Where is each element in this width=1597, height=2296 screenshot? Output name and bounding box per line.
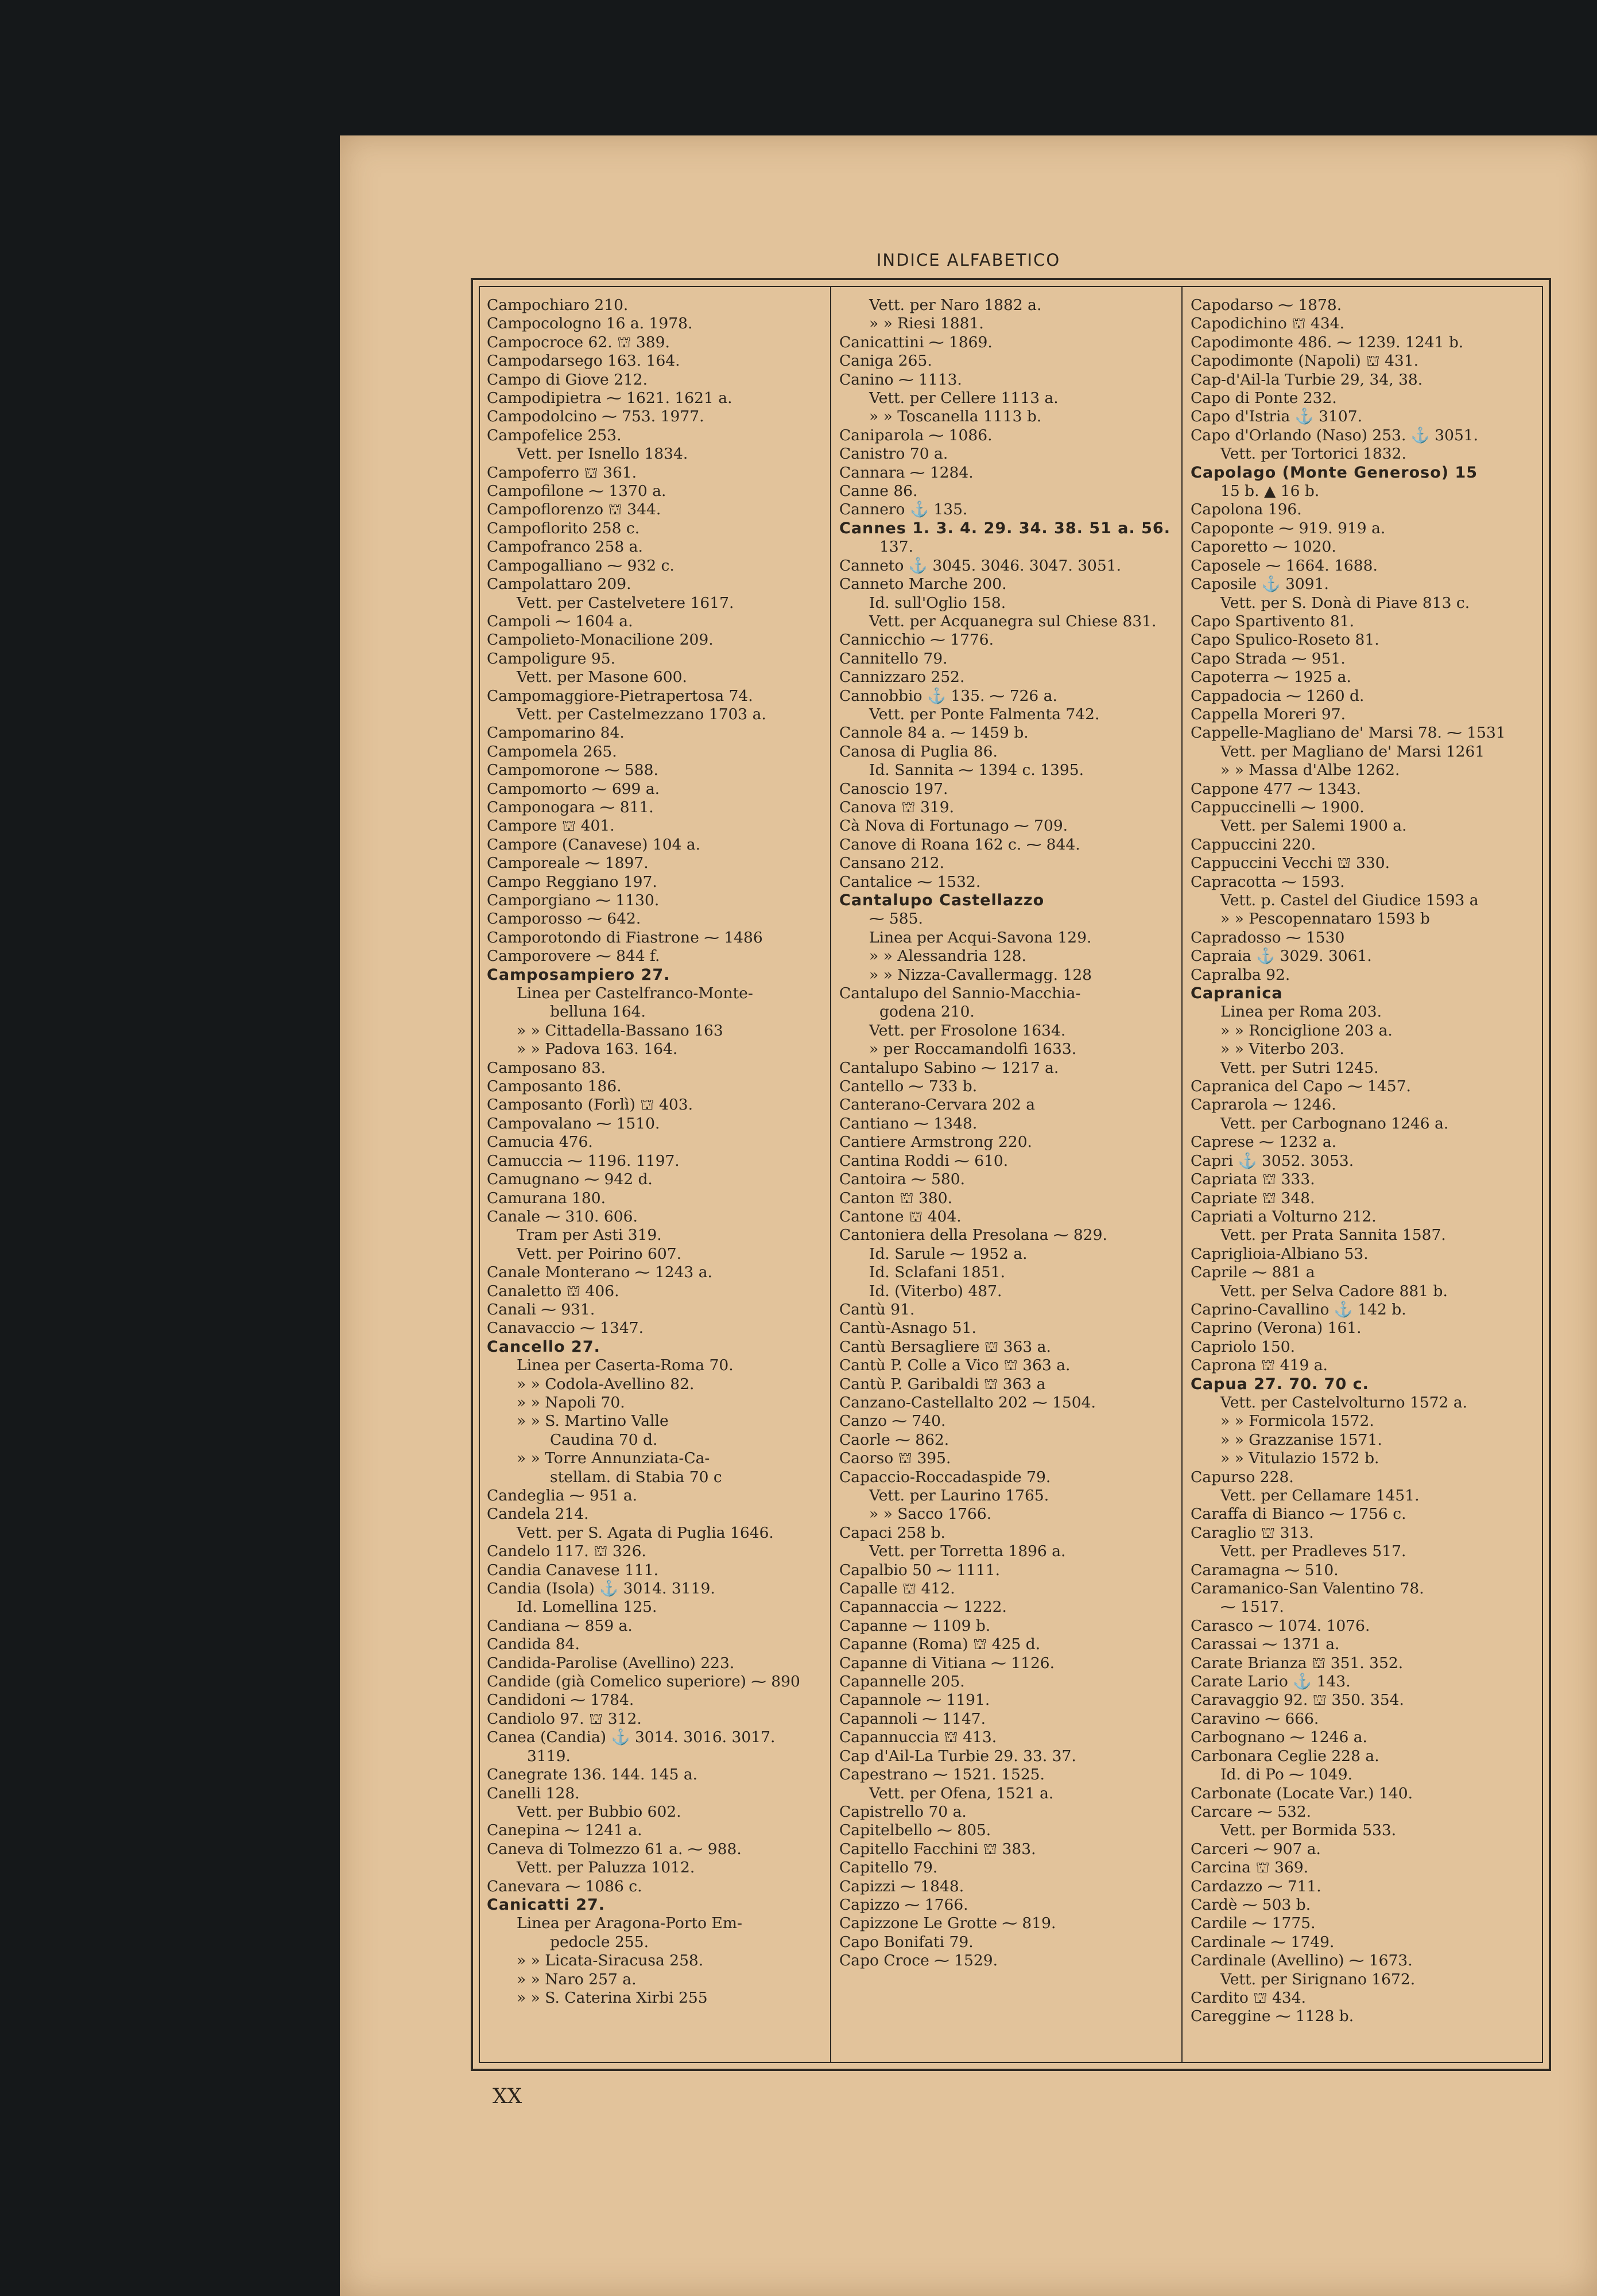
index-entry: » » Toscanella 1113 b. [869, 408, 1042, 426]
index-entry: Capolona 196. [1191, 501, 1302, 519]
index-entry: Canelli 128. [487, 1784, 580, 1802]
index-entry: Vett. per Paluzza 1012. [517, 1859, 695, 1877]
index-entry: Canneto ⚓ 3045. 3046. 3047. 3051. [839, 556, 1122, 575]
index-entry: » » Alessandria 128. [869, 947, 1026, 965]
index-entry: Candidoni ⁓ 1784. [487, 1691, 634, 1709]
index-entry: Cantoira ⁓ 580. [839, 1170, 966, 1189]
index-entry: Vett. per Torretta 1896 a. [869, 1542, 1066, 1561]
index-entry: Cannole 84 a. ⁓ 1459 b. [839, 724, 1029, 742]
index-entry: Cappone 477 ⁓ 1343. [1191, 779, 1361, 798]
index-entry: Linea per Aragona-Porto Em- [517, 1914, 742, 1933]
index-entry: Capodimonte (Napoli) ⛫ 431. [1191, 352, 1419, 370]
index-entry: Capo Strada ⁓ 951. [1191, 649, 1346, 668]
running-head: INDICE ALFABETICO [876, 250, 1061, 270]
index-entry: ⁓ 1517. [1220, 1598, 1284, 1616]
index-entry: Capannoli ⁓ 1147. [839, 1709, 986, 1728]
index-entry: Vett. per Cellere 1113 a. [869, 389, 1059, 408]
index-column-3 [1181, 286, 1536, 2063]
index-entry: Tram per Asti 319. [517, 1226, 662, 1244]
index-entry: Canale ⁓ 310. 606. [487, 1207, 638, 1225]
index-entry: Campore ⛫ 401. [487, 817, 615, 835]
index-entry: Camporeale ⁓ 1897. [487, 854, 649, 872]
index-entry: Candela 214. [487, 1505, 589, 1523]
index-entry: Candia (Isola) ⚓ 3014. 3119. [487, 1580, 715, 1598]
index-columns [479, 286, 1543, 2063]
index-entry: Candia Canavese 111. [487, 1561, 659, 1579]
index-entry: Canepina ⁓ 1241 a. [487, 1821, 642, 1840]
index-entry: Vett. per Tortorici 1832. [1220, 445, 1406, 463]
index-entry: Cappella Moreri 97. [1191, 705, 1346, 723]
index-entry: » » Torre Annunziata-Ca- [517, 1449, 710, 1468]
index-entry: Capraia ⚓ 3029. 3061. [1191, 947, 1372, 965]
index-entry: Camucia 476. [487, 1133, 593, 1151]
index-entry: Caniparola ⁓ 1086. [839, 426, 993, 444]
index-entry: Capanne di Vitiana ⁓ 1126. [839, 1654, 1055, 1672]
index-entry: Cantù-Asnago 51. [839, 1319, 976, 1337]
index-entry: Capistrello 70 a. [839, 1802, 967, 1821]
index-entry: Cap-d'Ail-la Turbie 29, 34, 38. [1191, 370, 1423, 389]
index-entry: Campodolcino ⁓ 753. 1977. [487, 408, 704, 426]
index-entry: Capalle ⛫ 412. [839, 1580, 955, 1598]
index-entry: pedocle 255. [550, 1933, 649, 1951]
index-entry: Cà Nova di Fortunago ⁓ 709. [839, 817, 1068, 835]
index-entry: Vett. per Bubbio 602. [517, 1802, 681, 1821]
index-entry: Vett. per Pradleves 517. [1220, 1542, 1406, 1561]
index-entry: » » Vitulazio 1572 b. [1220, 1449, 1379, 1468]
index-entry: Camposanto 186. [487, 1077, 622, 1096]
index-entry: Capodarso ⁓ 1878. [1191, 296, 1342, 314]
index-entry: Cantù Bersagliere ⛫ 363 a. [839, 1337, 1051, 1356]
index-entry: Vett. per Poirino 607. [517, 1244, 682, 1263]
index-entry: Caprona ⛫ 419 a. [1191, 1356, 1328, 1375]
index-entry: Caraglio ⛫ 313. [1191, 1523, 1314, 1542]
index-entry: Canicattini ⁓ 1869. [839, 333, 993, 351]
index-entry: Capizzi ⁓ 1848. [839, 1877, 964, 1895]
index-entry: Vett. per Castelvolturno 1572 a. [1220, 1393, 1468, 1411]
index-entry: Caprino-Cavallino ⚓ 142 b. [1191, 1300, 1406, 1318]
index-entry: Capizzo ⁓ 1766. [839, 1895, 968, 1914]
index-entry: Cantiano ⁓ 1348. [839, 1114, 978, 1133]
index-entry: Caraffa di Bianco ⁓ 1756 c. [1191, 1505, 1406, 1523]
index-entry: Vett. per Ponte Falmenta 742. [869, 705, 1100, 723]
index-entry: Vett. per Cellamare 1451. [1220, 1487, 1420, 1504]
index-entry: Caravino ⁓ 666. [1191, 1709, 1319, 1728]
index-entry: Capannelle 205. [839, 1673, 965, 1691]
index-entry: » » Sacco 1766. [869, 1505, 992, 1523]
index-entry: Id. di Po ⁓ 1049. [1220, 1766, 1353, 1784]
index-entry: Canistro 70 a. [839, 445, 948, 463]
index-entry: Cantù P. Garibaldi ⛫ 363 a [839, 1375, 1046, 1393]
index-entry: Cantù 91. [839, 1300, 915, 1318]
index-entry: Campochiaro 210. [487, 296, 629, 314]
index-entry: Canove di Roana 162 c. ⁓ 844. [839, 835, 1080, 854]
index-entry: Campolattaro 209. [487, 575, 631, 594]
index-entry: Caprarola ⁓ 1246. [1191, 1096, 1336, 1114]
index-entry: Carbonate (Locate Var.) 140. [1191, 1784, 1413, 1802]
index-entry: » » Cittadella-Bassano 163 [517, 1021, 723, 1040]
index-entry: Caposele ⁓ 1664. 1688. [1191, 556, 1378, 575]
index-entry: Cardè ⁓ 503 b. [1191, 1895, 1311, 1914]
index-entry: Campofelice 253. [487, 426, 622, 444]
index-entry: Candiana ⁓ 859 a. [487, 1616, 633, 1635]
index-entry: Carbognano ⁓ 1246 a. [1191, 1728, 1367, 1747]
index-entry: Caramanico-San Valentino 78. [1191, 1580, 1424, 1598]
index-entry: Caporetto ⁓ 1020. [1191, 538, 1336, 556]
index-entry: Linea per Roma 203. [1220, 1003, 1382, 1021]
index-entry: Camposano 83. [487, 1058, 606, 1077]
index-entry: Carassai ⁓ 1371 a. [1191, 1635, 1340, 1654]
index-entry: Vett. per Selva Cadore 881 b. [1220, 1282, 1448, 1300]
index-entry: Cannitello 79. [839, 649, 948, 668]
index-entry: Cantina Roddi ⁓ 610. [839, 1151, 1009, 1170]
index-entry: Camporosso ⁓ 642. [487, 910, 641, 928]
index-entry: Capitello Facchini ⛫ 383. [839, 1840, 1036, 1858]
index-entry: Caorso ⛫ 395. [839, 1449, 951, 1468]
index-entry: Candelo 117. ⛫ 326. [487, 1542, 646, 1561]
index-entry: » » S. Martino Valle [517, 1412, 669, 1430]
index-entry: Campomarino 84. [487, 724, 625, 742]
index-entry: Cappuccinelli ⁓ 1900. [1191, 798, 1365, 816]
index-entry: Careggine ⁓ 1128 b. [1191, 2007, 1354, 2026]
index-entry: Capoponte ⁓ 919. 919 a. [1191, 519, 1386, 537]
index-entry: Campoflorito 258 c. [487, 519, 640, 537]
index-entry: Capodimonte 486. ⁓ 1239. 1241 b. [1191, 333, 1464, 351]
index-entry: Linea per Caserta-Roma 70. [517, 1356, 734, 1375]
index-entry: Caudina 70 d. [550, 1430, 658, 1449]
index-entry: Campodarsego 163. 164. [487, 352, 680, 370]
index-entry: » » Licata-Siracusa 258. [517, 1952, 704, 1970]
index-entry: Canzo ⁓ 740. [839, 1412, 946, 1430]
index-entry: Vett. per Naro 1882 a. [869, 296, 1042, 314]
index-entry: Cardinale (Avellino) ⁓ 1673. [1191, 1952, 1413, 1970]
index-entry: Cappadocia ⁓ 1260 d. [1191, 687, 1365, 705]
index-entry: Capizzone Le Grotte ⁓ 819. [839, 1914, 1056, 1933]
index-entry: Caniga 265. [839, 352, 932, 370]
index-entry: Cannero ⚓ 135. [839, 501, 968, 519]
index-entry: Campomorto ⁓ 699 a. [487, 779, 660, 798]
index-entry: Campofilone ⁓ 1370 a. [487, 482, 666, 501]
index-entry: Caprino (Verona) 161. [1191, 1319, 1362, 1337]
index-entry: Canali ⁓ 931. [487, 1300, 595, 1318]
index-entry: Canicatti 27. [487, 1895, 606, 1914]
index-entry: Candida 84. [487, 1635, 580, 1654]
index-entry: Caneva di Tolmezzo 61 a. ⁓ 988. [487, 1840, 742, 1858]
index-entry: Capolago (Monte Generoso) 15 [1191, 463, 1478, 482]
index-entry: Cannes 1. 3. 4. 29. 34. 38. 51 a. 56. [839, 519, 1170, 537]
index-entry: Capralba 92. [1191, 965, 1290, 984]
index-entry: » per Roccamandolfi 1633. [869, 1040, 1077, 1058]
index-entry: Id. (Viterbo) 487. [869, 1282, 1002, 1300]
index-entry: Candide (già Comelico superiore) ⁓ 890 [487, 1673, 800, 1691]
index-entry: » » Grazzanise 1571. [1220, 1430, 1382, 1449]
index-entry: Caravaggio 92. ⛫ 350. 354. [1191, 1691, 1404, 1709]
index-entry: » » S. Caterina Xirbi 255 [517, 1988, 708, 2007]
index-entry: » » Massa d'Albe 1262. [1220, 761, 1400, 779]
index-entry: Canino ⁓ 1113. [839, 370, 962, 389]
index-entry: » » Nizza-Cavallermagg. 128 [869, 965, 1092, 984]
index-entry: Cantalupo Castellazzo [839, 891, 1045, 909]
index-entry: Campogalliano ⁓ 932 c. [487, 556, 675, 575]
index-entry: Capestrano ⁓ 1521. 1525. [839, 1766, 1045, 1784]
index-entry: Capri ⚓ 3052. 3053. [1191, 1151, 1354, 1170]
index-entry: Carbonara Ceglie 228 a. [1191, 1747, 1379, 1765]
index-entry: Canzano-Castellalto 202 ⁓ 1504. [839, 1393, 1096, 1411]
index-entry: Canale Monterano ⁓ 1243 a. [487, 1263, 712, 1282]
index-entry: Vett. per Isnello 1834. [517, 445, 688, 463]
index-entry: Cansano 212. [839, 854, 944, 872]
index-entry: Campodipietra ⁓ 1621. 1621 a. [487, 389, 732, 408]
index-entry: Camporgiano ⁓ 1130. [487, 891, 660, 909]
index-entry: Capannaccia ⁓ 1222. [839, 1598, 1007, 1616]
index-entry: Capranica del Capo ⁓ 1457. [1191, 1077, 1411, 1096]
index-entry: Vett. per Laurino 1765. [869, 1487, 1049, 1504]
index-entry: Capo d'Orlando (Naso) 253. ⚓ 3051. [1191, 426, 1479, 444]
index-entry: Vett. per Frosolone 1634. [869, 1021, 1066, 1040]
index-entry: Cardazzo ⁓ 711. [1191, 1877, 1321, 1895]
index-entry: Canea (Candia) ⚓ 3014. 3016. 3017. [487, 1728, 776, 1747]
index-entry: belluna 164. [550, 1003, 646, 1021]
index-entry: Capurso 228. [1191, 1468, 1294, 1486]
index-entry: Canaletto ⛫ 406. [487, 1282, 619, 1300]
index-entry: Cantoniera della Presolana ⁓ 829. [839, 1226, 1107, 1244]
index-column-1 [479, 286, 830, 2063]
index-entry: Vett. per Salemi 1900 a. [1220, 817, 1407, 835]
page-folio: XX [493, 2085, 522, 2108]
index-entry: Camurana 180. [487, 1189, 606, 1207]
index-entry: Cappuccini 220. [1191, 835, 1316, 854]
index-entry: Capriati a Volturno 212. [1191, 1207, 1377, 1225]
index-entry: Cappuccini Vecchi ⛫ 330. [1191, 854, 1390, 872]
index-entry: Carasco ⁓ 1074. 1076. [1191, 1616, 1370, 1635]
index-entry: » » Naro 257 a. [517, 1970, 637, 1988]
index-entry: Id. Lomellina 125. [517, 1598, 657, 1616]
index-entry: Canneto Marche 200. [839, 575, 1007, 594]
index-entry: Cantalice ⁓ 1532. [839, 872, 981, 891]
index-entry: » » Riesi 1881. [869, 315, 984, 333]
index-entry: Caprile ⁓ 881 a [1191, 1263, 1315, 1282]
index-entry: Camporotondo di Fiastrone ⁓ 1486 [487, 928, 763, 947]
index-entry: Capranica [1191, 984, 1283, 1003]
index-entry: Carate Lario ⚓ 143. [1191, 1673, 1351, 1691]
index-entry: ⁓ 585. [869, 910, 923, 928]
index-entry: » » Padova 163. 164. [517, 1040, 678, 1058]
index-entry: Campomaggiore-Pietrapertosa 74. [487, 687, 753, 705]
index-entry: Carceri ⁓ 907 a. [1191, 1840, 1321, 1858]
index-entry: Capriglioia-Albiano 53. [1191, 1244, 1369, 1263]
index-entry: Vett. per Masone 600. [517, 668, 687, 687]
index-entry: Capodichino ⛫ 434. [1191, 315, 1345, 333]
index-entry: Camponogara ⁓ 811. [487, 798, 654, 816]
index-entry: Capriate ⛫ 348. [1191, 1189, 1315, 1207]
index-entry: Campomela 265. [487, 742, 617, 761]
index-entry: Cap d'Ail-La Turbie 29. 33. 37. [839, 1747, 1076, 1765]
index-entry: Cancello 27. [487, 1337, 600, 1356]
index-entry: Camugnano ⁓ 942 d. [487, 1170, 653, 1189]
index-entry: Campocroce 62. ⛫ 389. [487, 333, 670, 351]
index-entry: Id. sull'Oglio 158. [869, 594, 1006, 612]
index-entry: Vett. p. Castel del Giudice 1593 a [1220, 891, 1479, 909]
index-entry: Campoflorenzo ⛫ 344. [487, 501, 661, 519]
index-entry: Vett. per Castelvetere 1617. [517, 594, 734, 612]
index-entry: Capo Spartivento 81. [1191, 612, 1355, 630]
index-entry: Capriolo 150. [1191, 1337, 1295, 1356]
index-entry: Cappelle-Magliano de' Marsi 78. ⁓ 1531 [1191, 724, 1506, 742]
index-entry: Cardito ⛫ 434. [1191, 1988, 1306, 2007]
index-entry: Capo Croce ⁓ 1529. [839, 1952, 998, 1970]
index-entry: » » Napoli 70. [517, 1393, 625, 1411]
index-entry: Campoferro ⛫ 361. [487, 463, 637, 482]
index-entry: Caramagna ⁓ 510. [1191, 1561, 1339, 1579]
index-entry: Vett. per Sirignano 1672. [1220, 1970, 1416, 1988]
index-entry: Capoterra ⁓ 1925 a. [1191, 668, 1351, 687]
index-entry: 137. [879, 538, 914, 556]
index-entry: Cantiere Armstrong 220. [839, 1133, 1032, 1151]
index-entry: Vett. per Sutri 1245. [1220, 1058, 1379, 1077]
index-entry: Linea per Castelfranco-Monte- [517, 984, 753, 1003]
index-entry: Campovalano ⁓ 1510. [487, 1114, 660, 1133]
index-entry: Capanne ⁓ 1109 b. [839, 1616, 991, 1635]
index-entry: Id. Sarule ⁓ 1952 a. [869, 1244, 1028, 1263]
index-entry: 15 b. ▲ 16 b. [1220, 482, 1320, 501]
index-entry: » » Codola-Avellino 82. [517, 1375, 695, 1393]
index-entry: Caprese ⁓ 1232 a. [1191, 1133, 1337, 1151]
index-entry: Camuccia ⁓ 1196. 1197. [487, 1151, 680, 1170]
index-entry: Cantalupo del Sannio-Macchia- [839, 984, 1081, 1003]
index-entry: Capo d'Istria ⚓ 3107. [1191, 408, 1363, 426]
index-entry: Campo Reggiano 197. [487, 872, 657, 891]
index-entry: Cardinale ⁓ 1749. [1191, 1933, 1335, 1951]
index-entry: Canoscio 197. [839, 779, 948, 798]
index-entry: Campomorone ⁓ 588. [487, 761, 658, 779]
index-entry: » » Formicola 1572. [1220, 1412, 1374, 1430]
index-entry: Capo Spulico-Roseto 81. [1191, 631, 1379, 649]
index-entry: Vett. per Castelmezzano 1703 a. [517, 705, 766, 723]
index-entry: Campoligure 95. [487, 649, 616, 668]
index-entry: Canne 86. [839, 482, 918, 501]
index-entry: Candida-Parolise (Avellino) 223. [487, 1654, 735, 1672]
index-entry: Carate Brianza ⛫ 351. 352. [1191, 1654, 1404, 1672]
index-entry: Camposanto (Forlì) ⛫ 403. [487, 1096, 693, 1114]
index-entry: Vett. per Prata Sannita 1587. [1220, 1226, 1446, 1244]
index-entry: Capitello 79. [839, 1859, 938, 1877]
index-entry: Id. Sannita ⁓ 1394 c. 1395. [869, 761, 1084, 779]
index-entry: Campocolognо 16 a. 1978. [487, 315, 693, 333]
index-entry: Capaci 258 b. [839, 1523, 945, 1542]
index-entry: Campofranco 258 a. [487, 538, 643, 556]
index-entry: Capannuccia ⛫ 413. [839, 1728, 997, 1747]
index-entry: Cannara ⁓ 1284. [839, 463, 974, 482]
index-entry: Caorle ⁓ 862. [839, 1430, 949, 1449]
index-entry: godena 210. [879, 1003, 975, 1021]
index-entry: Campore (Canavese) 104 a. [487, 835, 701, 854]
index-entry: Canterano-Cervara 202 a [839, 1096, 1036, 1114]
index-entry: Campoli ⁓ 1604 a. [487, 612, 633, 630]
index-entry: Cantello ⁓ 733 b. [839, 1077, 978, 1096]
index-entry: Capradosso ⁓ 1530 [1191, 928, 1345, 947]
index-entry: Vett. per Acquanegra sul Chiese 831. [869, 612, 1157, 630]
index-entry: Vett. per Bormida 533. [1220, 1821, 1397, 1840]
index-entry: Canton ⛫ 380. [839, 1189, 953, 1207]
index-entry: Carcare ⁓ 532. [1191, 1802, 1312, 1821]
index-entry: Id. Sclafani 1851. [869, 1263, 1005, 1282]
index-entry: Capua 27. 70. 70 c. [1191, 1375, 1369, 1393]
index-entry: Capaccio-Roccadaspide 79. [839, 1468, 1051, 1486]
index-entry: Capriata ⛫ 333. [1191, 1170, 1315, 1189]
index-entry: Campo di Giove 212. [487, 370, 648, 389]
index-entry: Canavaccio ⁓ 1347. [487, 1319, 644, 1337]
index-entry: Canegrate 136. 144. 145 a. [487, 1766, 698, 1784]
index-entry: Canova ⛫ 319. [839, 798, 955, 816]
document-page [340, 135, 1597, 2296]
index-entry: Vett. per Magliano de' Marsi 1261 [1220, 742, 1485, 761]
index-entry: Candiolo 97. ⛫ 312. [487, 1709, 642, 1728]
index-entry: Vett. per S. Donà di Piave 813 c. [1220, 594, 1470, 612]
index-entry: Linea per Acqui-Savona 129. [869, 928, 1092, 947]
index-entry: » » Ronciglione 203 a. [1220, 1021, 1393, 1040]
index-entry: Camposampiero 27. [487, 965, 670, 984]
index-entry: Capo di Ponte 232. [1191, 389, 1337, 408]
index-frame [471, 278, 1551, 2071]
index-entry: Caposile ⚓ 3091. [1191, 575, 1329, 594]
index-entry: » » Viterbo 203. [1220, 1040, 1344, 1058]
index-entry: Cannizzaro 252. [839, 668, 965, 687]
index-entry: Cannobbio ⚓ 135. ⁓ 726 a. [839, 687, 1057, 705]
index-entry: Candeglia ⁓ 951 a. [487, 1487, 638, 1504]
index-entry: Vett. per S. Agata di Puglia 1646. [517, 1523, 774, 1542]
index-entry: Cardile ⁓ 1775. [1191, 1914, 1316, 1933]
index-entry: Capalbio 50 ⁓ 1111. [839, 1561, 1001, 1579]
index-entry: Vett. per Carbognano 1246 a. [1220, 1114, 1449, 1133]
index-entry: Carcina ⛫ 369. [1191, 1859, 1309, 1877]
index-entry: Campolieto-Monacilione 209. [487, 631, 714, 649]
index-entry: stellam. di Stabia 70 c [550, 1468, 722, 1486]
index-entry: Cantalupo Sabino ⁓ 1217 a. [839, 1058, 1059, 1077]
index-entry: Capracotta ⁓ 1593. [1191, 872, 1345, 891]
index-entry: 3119. [527, 1747, 571, 1765]
index-column-2 [830, 286, 1181, 2063]
index-entry: » » Pescopennataro 1593 b [1220, 910, 1430, 928]
index-entry: Cannicchio ⁓ 1776. [839, 631, 994, 649]
index-entry: Capitelbello ⁓ 805. [839, 1821, 991, 1840]
index-entry: Capo Bonifati 79. [839, 1933, 974, 1951]
index-entry: Capanne (Roma) ⛫ 425 d. [839, 1635, 1041, 1654]
index-entry: Canevara ⁓ 1086 c. [487, 1877, 642, 1895]
index-entry: Cantone ⛫ 404. [839, 1207, 962, 1225]
index-entry: Capannole ⁓ 1191. [839, 1691, 990, 1709]
index-entry: Camporovere ⁓ 844 f. [487, 947, 660, 965]
index-entry: Canosa di Puglia 86. [839, 742, 998, 761]
index-entry: Vett. per Ofena, 1521 a. [869, 1784, 1054, 1802]
index-entry: Cantù P. Colle a Vico ⛫ 363 a. [839, 1356, 1071, 1375]
